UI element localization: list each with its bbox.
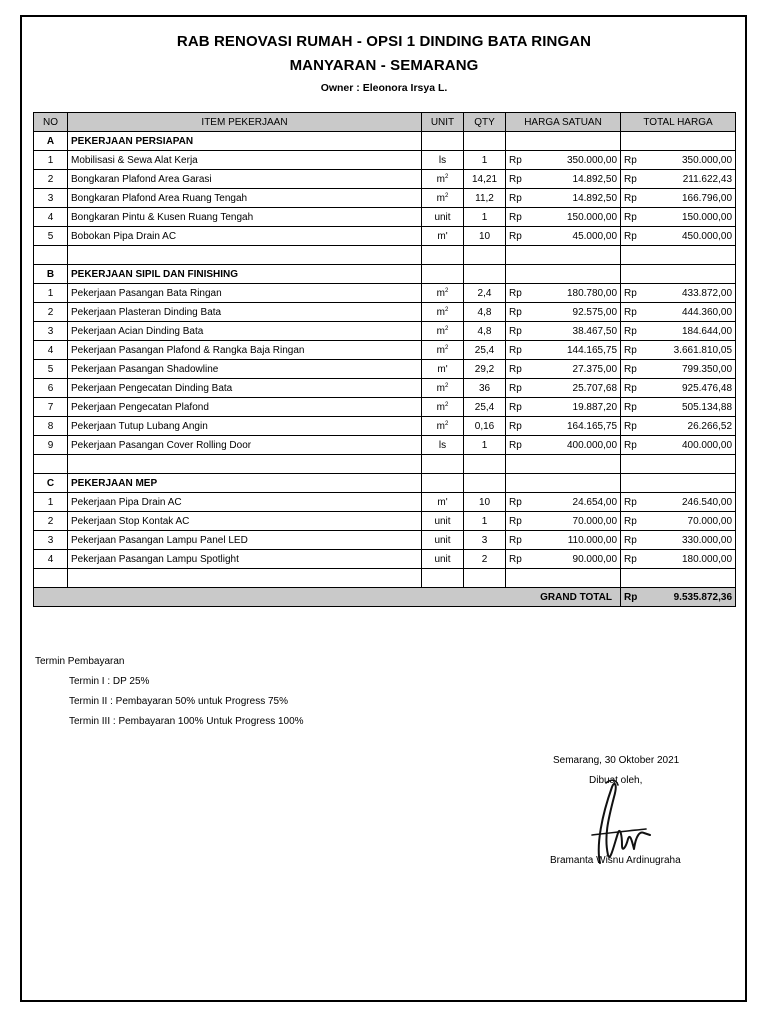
cell-total <box>621 569 736 588</box>
section-header-row <box>34 474 736 493</box>
item-unit <box>422 550 464 569</box>
cell-qty <box>464 132 506 151</box>
unit-text: m' <box>437 363 448 375</box>
section-title: PEKERJAAN SIPIL DAN FINISHING <box>68 265 422 284</box>
unit-text: ls <box>438 154 447 166</box>
cell-unit <box>422 132 464 151</box>
item-unit-price: 150.000,00 <box>530 208 621 227</box>
item-qty: 25,4 <box>464 341 506 360</box>
item-name: Pekerjaan Pasangan Bata Ringan <box>68 284 422 303</box>
unit-superscript: 2 <box>445 192 449 199</box>
item-unit <box>422 436 464 455</box>
table-row <box>34 493 736 512</box>
term-item: Termin I : DP 25% <box>69 676 150 687</box>
unit-text: m <box>436 344 445 356</box>
table-row <box>34 303 736 322</box>
table-row <box>34 227 736 246</box>
total-currency: Rp <box>621 170 645 189</box>
item-name: Pekerjaan Pasangan Cover Rolling Door <box>68 436 422 455</box>
item-unit-price: 400.000,00 <box>530 436 621 455</box>
unit-text: m <box>436 401 445 413</box>
item-total-price: 350.000,00 <box>645 151 736 170</box>
cell-qty <box>464 455 506 474</box>
item-unit-price: 14.892,50 <box>530 170 621 189</box>
item-unit <box>422 189 464 208</box>
cell-unit <box>422 455 464 474</box>
col-header-unit: UNIT <box>422 113 464 132</box>
table-row <box>34 360 736 379</box>
item-total-price: 26.266,52 <box>645 417 736 436</box>
total-currency: Rp <box>621 208 645 227</box>
signature-name: Bramanta Wisnu Ardinugraha <box>550 855 681 866</box>
item-total-price: 925.476,48 <box>645 379 736 398</box>
col-header-total-harga: TOTAL HARGA <box>621 113 736 132</box>
item-total-price: 433.872,00 <box>645 284 736 303</box>
item-unit <box>422 284 464 303</box>
item-qty: 1 <box>464 151 506 170</box>
table-row <box>34 436 736 455</box>
item-no: 4 <box>34 341 68 360</box>
price-currency: Rp <box>506 379 530 398</box>
cell-no <box>34 455 68 474</box>
item-unit <box>422 398 464 417</box>
item-qty: 36 <box>464 379 506 398</box>
item-no: 4 <box>34 550 68 569</box>
document-location: MANYARAN - SEMARANG <box>289 57 479 74</box>
item-total-price: 799.350,00 <box>645 360 736 379</box>
term-item: Termin II : Pembayaran 50% untuk Progress 75% <box>69 696 288 707</box>
item-no: 6 <box>34 379 68 398</box>
spacer-row <box>34 246 736 265</box>
total-currency: Rp <box>621 531 645 550</box>
item-name: Pekerjaan Pasangan Plafond & Rangka Baja Ringan <box>68 341 422 360</box>
table-row <box>34 170 736 189</box>
price-currency: Rp <box>506 531 530 550</box>
cell-unit <box>422 265 464 284</box>
item-name: Pekerjaan Tutup Lubang Angin <box>68 417 422 436</box>
price-currency: Rp <box>506 512 530 531</box>
item-no: 7 <box>34 398 68 417</box>
cell-total <box>621 246 736 265</box>
item-unit <box>422 531 464 550</box>
price-currency: Rp <box>506 227 530 246</box>
price-currency: Rp <box>506 417 530 436</box>
item-no: 5 <box>34 360 68 379</box>
col-header-harga-satuan: HARGA SATUAN <box>506 113 621 132</box>
cell-total <box>621 265 736 284</box>
cell-no <box>34 246 68 265</box>
item-unit-price: 19.887,20 <box>530 398 621 417</box>
item-unit <box>422 208 464 227</box>
total-currency: Rp <box>621 284 645 303</box>
item-name: Pekerjaan Pipa Drain AC <box>68 493 422 512</box>
unit-text: m <box>436 173 445 185</box>
item-no: 4 <box>34 208 68 227</box>
item-unit-price: 27.375,00 <box>530 360 621 379</box>
unit-text: m <box>436 287 445 299</box>
item-qty: 2 <box>464 550 506 569</box>
price-currency: Rp <box>506 360 530 379</box>
item-total-price: 184.644,00 <box>645 322 736 341</box>
cell-price <box>506 455 621 474</box>
cell-total <box>621 455 736 474</box>
price-currency: Rp <box>506 493 530 512</box>
total-currency: Rp <box>621 379 645 398</box>
table-row <box>34 531 736 550</box>
item-unit-price: 92.575,00 <box>530 303 621 322</box>
item-unit <box>422 417 464 436</box>
item-unit <box>422 512 464 531</box>
cell-item <box>68 246 422 265</box>
price-currency: Rp <box>506 398 530 417</box>
item-total-price: 150.000,00 <box>645 208 736 227</box>
item-no: 3 <box>34 531 68 550</box>
item-unit <box>422 341 464 360</box>
cell-item <box>68 455 422 474</box>
unit-text: unit <box>434 211 451 223</box>
unit-superscript: 2 <box>445 420 449 427</box>
section-title: PEKERJAAN PERSIAPAN <box>68 132 422 151</box>
item-total-price: 246.540,00 <box>645 493 736 512</box>
cell-unit <box>422 246 464 265</box>
rab-table <box>33 112 736 607</box>
cell-unit <box>422 569 464 588</box>
item-qty: 4,8 <box>464 322 506 341</box>
grand-total-currency: Rp <box>621 588 645 607</box>
table-body <box>34 132 736 607</box>
section-code: A <box>34 132 68 151</box>
table-header-row <box>34 113 736 132</box>
document-title: RAB RENOVASI RUMAH - OPSI 1 DINDING BATA RINGAN <box>176 33 592 50</box>
item-unit-price: 144.165,75 <box>530 341 621 360</box>
table-row <box>34 550 736 569</box>
unit-text: ls <box>438 439 447 451</box>
col-header-qty: QTY <box>464 113 506 132</box>
unit-text: m' <box>437 230 448 242</box>
section-code: C <box>34 474 68 493</box>
table-row <box>34 398 736 417</box>
signature-made-by: Dibuat oleh, <box>589 775 643 786</box>
price-currency: Rp <box>506 151 530 170</box>
item-qty: 10 <box>464 227 506 246</box>
item-name: Pekerjaan Acian Dinding Bata <box>68 322 422 341</box>
section-title: PEKERJAAN MEP <box>68 474 422 493</box>
item-name: Bongkaran Plafond Area Ruang Tengah <box>68 189 422 208</box>
price-currency: Rp <box>506 170 530 189</box>
cell-qty <box>464 265 506 284</box>
item-name: Pekerjaan Pasangan Lampu Spotlight <box>68 550 422 569</box>
item-no: 3 <box>34 189 68 208</box>
unit-text: unit <box>434 515 451 527</box>
item-unit-price: 90.000,00 <box>530 550 621 569</box>
cell-total <box>621 132 736 151</box>
item-unit <box>422 170 464 189</box>
item-unit-price: 180.780,00 <box>530 284 621 303</box>
total-currency: Rp <box>621 417 645 436</box>
payment-terms <box>35 656 304 736</box>
item-qty: 3 <box>464 531 506 550</box>
unit-superscript: 2 <box>445 382 449 389</box>
item-unit-price: 24.654,00 <box>530 493 621 512</box>
total-currency: Rp <box>621 151 645 170</box>
item-name: Pekerjaan Pasangan Shadowline <box>68 360 422 379</box>
item-name: Pekerjaan Pengecatan Plafond <box>68 398 422 417</box>
cell-total <box>621 474 736 493</box>
item-unit <box>422 493 464 512</box>
item-total-price: 70.000,00 <box>645 512 736 531</box>
cell-qty <box>464 246 506 265</box>
item-total-price: 505.134,88 <box>645 398 736 417</box>
terms-heading: Termin Pembayaran <box>35 656 125 667</box>
item-unit <box>422 379 464 398</box>
item-unit <box>422 227 464 246</box>
grand-total-value: 9.535.872,36 <box>645 588 736 607</box>
section-header-row <box>34 265 736 284</box>
unit-text: unit <box>434 553 451 565</box>
item-no: 2 <box>34 512 68 531</box>
item-name: Pekerjaan Pengecatan Dinding Bata <box>68 379 422 398</box>
cell-qty <box>464 474 506 493</box>
table-row <box>34 379 736 398</box>
item-name: Bongkaran Pintu & Kusen Ruang Tengah <box>68 208 422 227</box>
item-qty: 1 <box>464 208 506 227</box>
unit-text: m <box>436 306 445 318</box>
item-no: 3 <box>34 322 68 341</box>
item-qty: 11,2 <box>464 189 506 208</box>
item-unit <box>422 151 464 170</box>
price-currency: Rp <box>506 303 530 322</box>
table-row <box>34 417 736 436</box>
price-currency: Rp <box>506 208 530 227</box>
price-currency: Rp <box>506 189 530 208</box>
item-qty: 2,4 <box>464 284 506 303</box>
col-header-no: NO <box>34 113 68 132</box>
item-total-price: 180.000,00 <box>645 550 736 569</box>
item-qty: 0,16 <box>464 417 506 436</box>
item-name: Pekerjaan Stop Kontak AC <box>68 512 422 531</box>
grand-total-label: GRAND TOTAL <box>34 588 621 607</box>
table-row <box>34 512 736 531</box>
item-unit <box>422 322 464 341</box>
total-currency: Rp <box>621 303 645 322</box>
cell-unit <box>422 474 464 493</box>
cell-price <box>506 569 621 588</box>
item-unit <box>422 360 464 379</box>
section-code: B <box>34 265 68 284</box>
table-row <box>34 208 736 227</box>
total-currency: Rp <box>621 227 645 246</box>
total-currency: Rp <box>621 398 645 417</box>
item-name: Bongkaran Plafond Area Garasi <box>68 170 422 189</box>
section-header-row <box>34 132 736 151</box>
item-qty: 1 <box>464 512 506 531</box>
item-qty: 1 <box>464 436 506 455</box>
owner-line: Owner : Eleonora Irsya L. <box>320 82 448 94</box>
item-unit-price: 350.000,00 <box>530 151 621 170</box>
total-currency: Rp <box>621 550 645 569</box>
item-name: Pekerjaan Plasteran Dinding Bata <box>68 303 422 322</box>
item-qty: 25,4 <box>464 398 506 417</box>
item-unit-price: 38.467,50 <box>530 322 621 341</box>
spacer-row <box>34 569 736 588</box>
item-unit <box>422 303 464 322</box>
cell-no <box>34 569 68 588</box>
table-row <box>34 341 736 360</box>
item-total-price: 400.000,00 <box>645 436 736 455</box>
item-total-price: 166.796,00 <box>645 189 736 208</box>
item-unit-price: 14.892,50 <box>530 189 621 208</box>
table-row <box>34 284 736 303</box>
item-no: 2 <box>34 170 68 189</box>
item-total-price: 3.661.810,05 <box>645 341 736 360</box>
item-unit-price: 45.000,00 <box>530 227 621 246</box>
price-currency: Rp <box>506 284 530 303</box>
item-unit-price: 25.707,68 <box>530 379 621 398</box>
unit-text: m <box>436 420 445 432</box>
total-currency: Rp <box>621 189 645 208</box>
item-qty: 29,2 <box>464 360 506 379</box>
item-unit-price: 110.000,00 <box>530 531 621 550</box>
grand-total-row <box>34 588 736 607</box>
cell-price <box>506 474 621 493</box>
unit-text: unit <box>434 534 451 546</box>
price-currency: Rp <box>506 341 530 360</box>
item-no: 8 <box>34 417 68 436</box>
unit-text: m' <box>437 496 448 508</box>
price-currency: Rp <box>506 550 530 569</box>
cell-price <box>506 132 621 151</box>
total-currency: Rp <box>621 512 645 531</box>
unit-superscript: 2 <box>445 306 449 313</box>
total-currency: Rp <box>621 436 645 455</box>
item-total-price: 444.360,00 <box>645 303 736 322</box>
unit-superscript: 2 <box>445 344 449 351</box>
cell-price <box>506 246 621 265</box>
item-name: Pekerjaan Pasangan Lampu Panel LED <box>68 531 422 550</box>
total-currency: Rp <box>621 341 645 360</box>
item-name: Mobilisasi & Sewa Alat Kerja <box>68 151 422 170</box>
item-no: 9 <box>34 436 68 455</box>
item-qty: 14,21 <box>464 170 506 189</box>
item-total-price: 211.622,43 <box>645 170 736 189</box>
price-currency: Rp <box>506 436 530 455</box>
table-row <box>34 151 736 170</box>
item-qty: 4,8 <box>464 303 506 322</box>
unit-superscript: 2 <box>445 401 449 408</box>
cell-price <box>506 265 621 284</box>
item-unit-price: 164.165,75 <box>530 417 621 436</box>
spacer-row <box>34 455 736 474</box>
total-currency: Rp <box>621 493 645 512</box>
unit-superscript: 2 <box>445 173 449 180</box>
unit-text: m <box>436 382 445 394</box>
total-currency: Rp <box>621 360 645 379</box>
unit-superscript: 2 <box>445 325 449 332</box>
total-currency: Rp <box>621 322 645 341</box>
table-row <box>34 322 736 341</box>
item-unit-price: 70.000,00 <box>530 512 621 531</box>
unit-superscript: 2 <box>445 287 449 294</box>
unit-text: m <box>436 192 445 204</box>
term-item: Termin III : Pembayaran 100% Untuk Progress 100% <box>69 716 304 727</box>
item-no: 1 <box>34 493 68 512</box>
item-name: Bobokan Pipa Drain AC <box>68 227 422 246</box>
signature-place-date: Semarang, 30 Oktober 2021 <box>553 755 680 766</box>
unit-text: m <box>436 325 445 337</box>
cell-qty <box>464 569 506 588</box>
price-currency: Rp <box>506 322 530 341</box>
item-qty: 10 <box>464 493 506 512</box>
item-no: 1 <box>34 151 68 170</box>
cell-item <box>68 569 422 588</box>
item-total-price: 450.000,00 <box>645 227 736 246</box>
item-no: 5 <box>34 227 68 246</box>
item-total-price: 330.000,00 <box>645 531 736 550</box>
item-no: 2 <box>34 303 68 322</box>
col-header-item: ITEM PEKERJAAN <box>68 113 422 132</box>
table-row <box>34 189 736 208</box>
item-no: 1 <box>34 284 68 303</box>
